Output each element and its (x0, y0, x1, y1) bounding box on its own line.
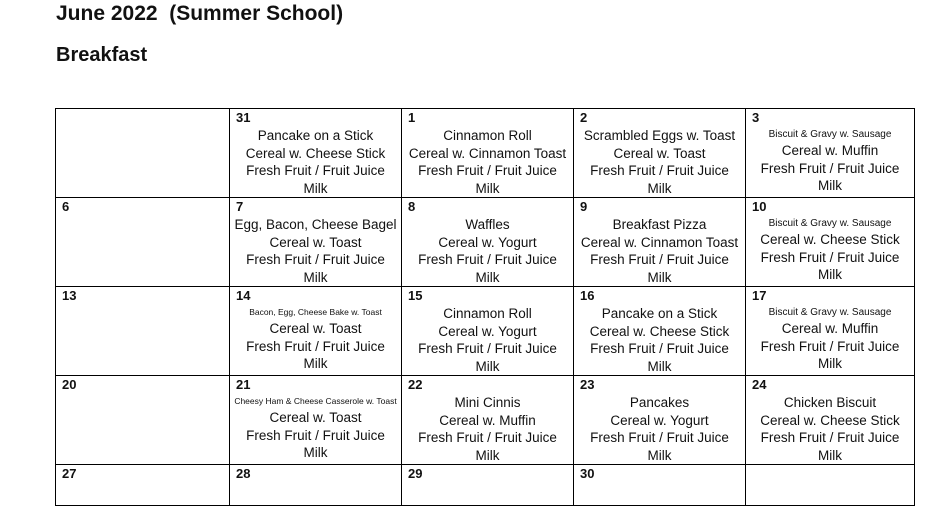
day-number: 9 (580, 199, 588, 214)
week-row (56, 465, 915, 506)
menu-item: Mini Cinnis (454, 395, 521, 410)
day-number: 29 (408, 466, 423, 481)
menu-item: Fresh Fruit / Fruit Juice (246, 427, 385, 443)
day-number: 27 (62, 466, 77, 481)
menu-item: Fresh Fruit / Fruit Juice (760, 338, 900, 354)
menu-item: Milk (475, 358, 500, 374)
menu-items (402, 127, 573, 197)
menu-item: Milk (475, 447, 500, 463)
menu-item: Fresh Fruit / Fruit Juice (760, 160, 900, 176)
day-number: 14 (236, 288, 251, 303)
menu-item: Fresh Fruit / Fruit Juice (590, 430, 729, 445)
menu-item: Milk (647, 180, 672, 196)
menu-items (230, 394, 401, 462)
menu-item: Fresh Fruit / Fruit Juice (418, 163, 557, 178)
menu-item: Biscuit & Gravy w. Sausage (768, 218, 892, 229)
day-number: 30 (580, 466, 595, 481)
menu-item: Egg, Bacon, Cheese Bagel (234, 217, 397, 232)
day-number: 8 (408, 199, 416, 214)
page-title: June 2022 (Summer School) (56, 2, 344, 25)
menu-item: Fresh Fruit / Fruit Juice (590, 341, 729, 356)
menu-item: Milk (475, 269, 500, 285)
day-cell (56, 198, 230, 287)
menu-item: Cereal w. Muffin (439, 412, 536, 428)
day-cell (574, 465, 746, 506)
day-number: 21 (236, 377, 251, 392)
day-cell (574, 109, 746, 198)
menu-item: Fresh Fruit / Fruit Juice (418, 430, 557, 445)
day-number: 31 (236, 110, 251, 125)
day-number: 13 (62, 288, 77, 303)
day-cell (574, 198, 746, 287)
menu-item: Milk (303, 445, 328, 460)
day-number: 15 (408, 288, 423, 303)
menu-item: Cereal w. Muffin (781, 321, 879, 336)
day-cell (230, 465, 402, 506)
day-cell (402, 287, 574, 376)
menu-item: Milk (818, 447, 842, 463)
day-cell (56, 465, 230, 506)
menu-item: Fresh Fruit / Fruit Juice (246, 163, 385, 178)
day-number: 22 (408, 377, 423, 392)
menu-item: Milk (647, 358, 672, 374)
menu-item: Fresh Fruit / Fruit Juice (246, 252, 385, 267)
menu-item: Milk (475, 180, 500, 196)
menu-item: Scrambled Eggs w. Toast (583, 128, 736, 143)
menu-items (746, 394, 914, 464)
day-cell (574, 376, 746, 465)
day-number: 20 (62, 377, 77, 392)
menu-items (402, 394, 573, 464)
menu-item: Cereal w. Cheese Stick (760, 232, 900, 247)
day-cell (56, 287, 230, 376)
menu-item: Breakfast Pizza (612, 217, 707, 232)
menu-item: Cheesy Ham & Cheese Casserole w. Toast (234, 396, 397, 406)
menu-item: Milk (303, 180, 328, 196)
day-number: 6 (62, 199, 70, 214)
day-cell (402, 109, 574, 198)
menu-item: Waffles (465, 217, 510, 232)
menu-item: Cereal w. Toast (269, 234, 362, 250)
menu-items (230, 216, 401, 286)
menu-item: Pancakes (629, 395, 690, 410)
menu-item: Cereal w. Toast (269, 410, 362, 425)
menu-item: Fresh Fruit / Fruit Juice (760, 249, 900, 265)
week-row (56, 109, 915, 198)
menu-item: Cereal w. Yogurt (610, 412, 709, 428)
menu-items (574, 216, 745, 286)
day-cell (230, 287, 402, 376)
menu-items (230, 305, 401, 373)
day-number: 10 (752, 199, 767, 214)
menu-items (574, 394, 745, 464)
menu-item: Cereal w. Yogurt (438, 234, 537, 250)
menu-item: Cinnamon Roll (443, 128, 532, 143)
menu-item: Fresh Fruit / Fruit Juice (760, 430, 900, 445)
menu-item: Fresh Fruit / Fruit Juice (418, 252, 557, 267)
menu-item: Milk (647, 447, 672, 463)
menu-item: Pancake on a Stick (601, 306, 718, 321)
week-row (56, 198, 915, 287)
menu-item: Cereal w. Muffin (781, 143, 879, 158)
menu-item: Cinnamon Roll (443, 306, 532, 321)
menu-items (746, 305, 914, 373)
day-cell (746, 109, 915, 198)
menu-item: Milk (647, 269, 672, 285)
meal-heading: Breakfast (56, 44, 148, 66)
week-row (56, 287, 915, 376)
day-cell (746, 376, 915, 465)
menu-item: Chicken Biscuit (783, 395, 877, 410)
day-number: 23 (580, 377, 595, 392)
menu-item: Cereal w. Yogurt (438, 323, 537, 339)
menu-item: Bacon, Egg, Cheese Bake w. Toast (249, 307, 382, 317)
menu-item: Milk (818, 356, 842, 371)
menu-item: Cereal w. Cinnamon Toast (580, 234, 739, 250)
day-cell (230, 109, 402, 198)
menu-item: Fresh Fruit / Fruit Juice (590, 163, 729, 178)
day-cell (402, 198, 574, 287)
menu-item: Fresh Fruit / Fruit Juice (246, 338, 385, 354)
menu-items (574, 127, 745, 197)
day-number: 28 (236, 466, 251, 481)
menu-item: Milk (818, 178, 842, 193)
menu-items (746, 216, 914, 284)
menu-item: Milk (303, 356, 328, 371)
menu-item: Pancake on a Stick (257, 128, 374, 143)
menu-items (574, 305, 745, 375)
menu-item: Cereal w. Cheese Stick (589, 323, 730, 339)
menu-item: Cereal w. Cinnamon Toast (408, 145, 567, 161)
menu-item: Milk (818, 267, 842, 282)
day-cell (402, 465, 574, 506)
day-cell (402, 376, 574, 465)
day-cell (230, 198, 402, 287)
day-cell (746, 287, 915, 376)
menu-item: Cereal w. Cheese Stick (245, 145, 386, 161)
menu-items (746, 127, 914, 195)
menu-items (402, 305, 573, 375)
menu-calendar (55, 108, 915, 506)
day-cell (230, 376, 402, 465)
menu-item: Biscuit & Gravy w. Sausage (768, 307, 892, 318)
day-number: 3 (752, 110, 760, 125)
day-number: 1 (408, 110, 416, 125)
day-cell (574, 287, 746, 376)
menu-items (230, 127, 401, 197)
menu-item: Cereal w. Toast (269, 321, 362, 336)
day-number: 16 (580, 288, 595, 303)
day-cell (746, 198, 915, 287)
day-cell (746, 465, 915, 506)
menu-item: Cereal w. Cheese Stick (760, 412, 900, 428)
menu-item: Fresh Fruit / Fruit Juice (590, 252, 729, 267)
day-number: 2 (580, 110, 588, 125)
menu-items (402, 216, 573, 286)
day-number: 7 (236, 199, 244, 214)
menu-item: Milk (303, 269, 328, 285)
day-number: 24 (752, 377, 767, 392)
menu-item: Cereal w. Toast (613, 145, 706, 161)
day-cell (56, 109, 230, 198)
day-number: 17 (752, 288, 767, 303)
menu-item: Fresh Fruit / Fruit Juice (418, 341, 557, 356)
menu-item: Biscuit & Gravy w. Sausage (768, 129, 892, 140)
day-cell (56, 376, 230, 465)
week-row (56, 376, 915, 465)
calendar-body (56, 109, 915, 506)
